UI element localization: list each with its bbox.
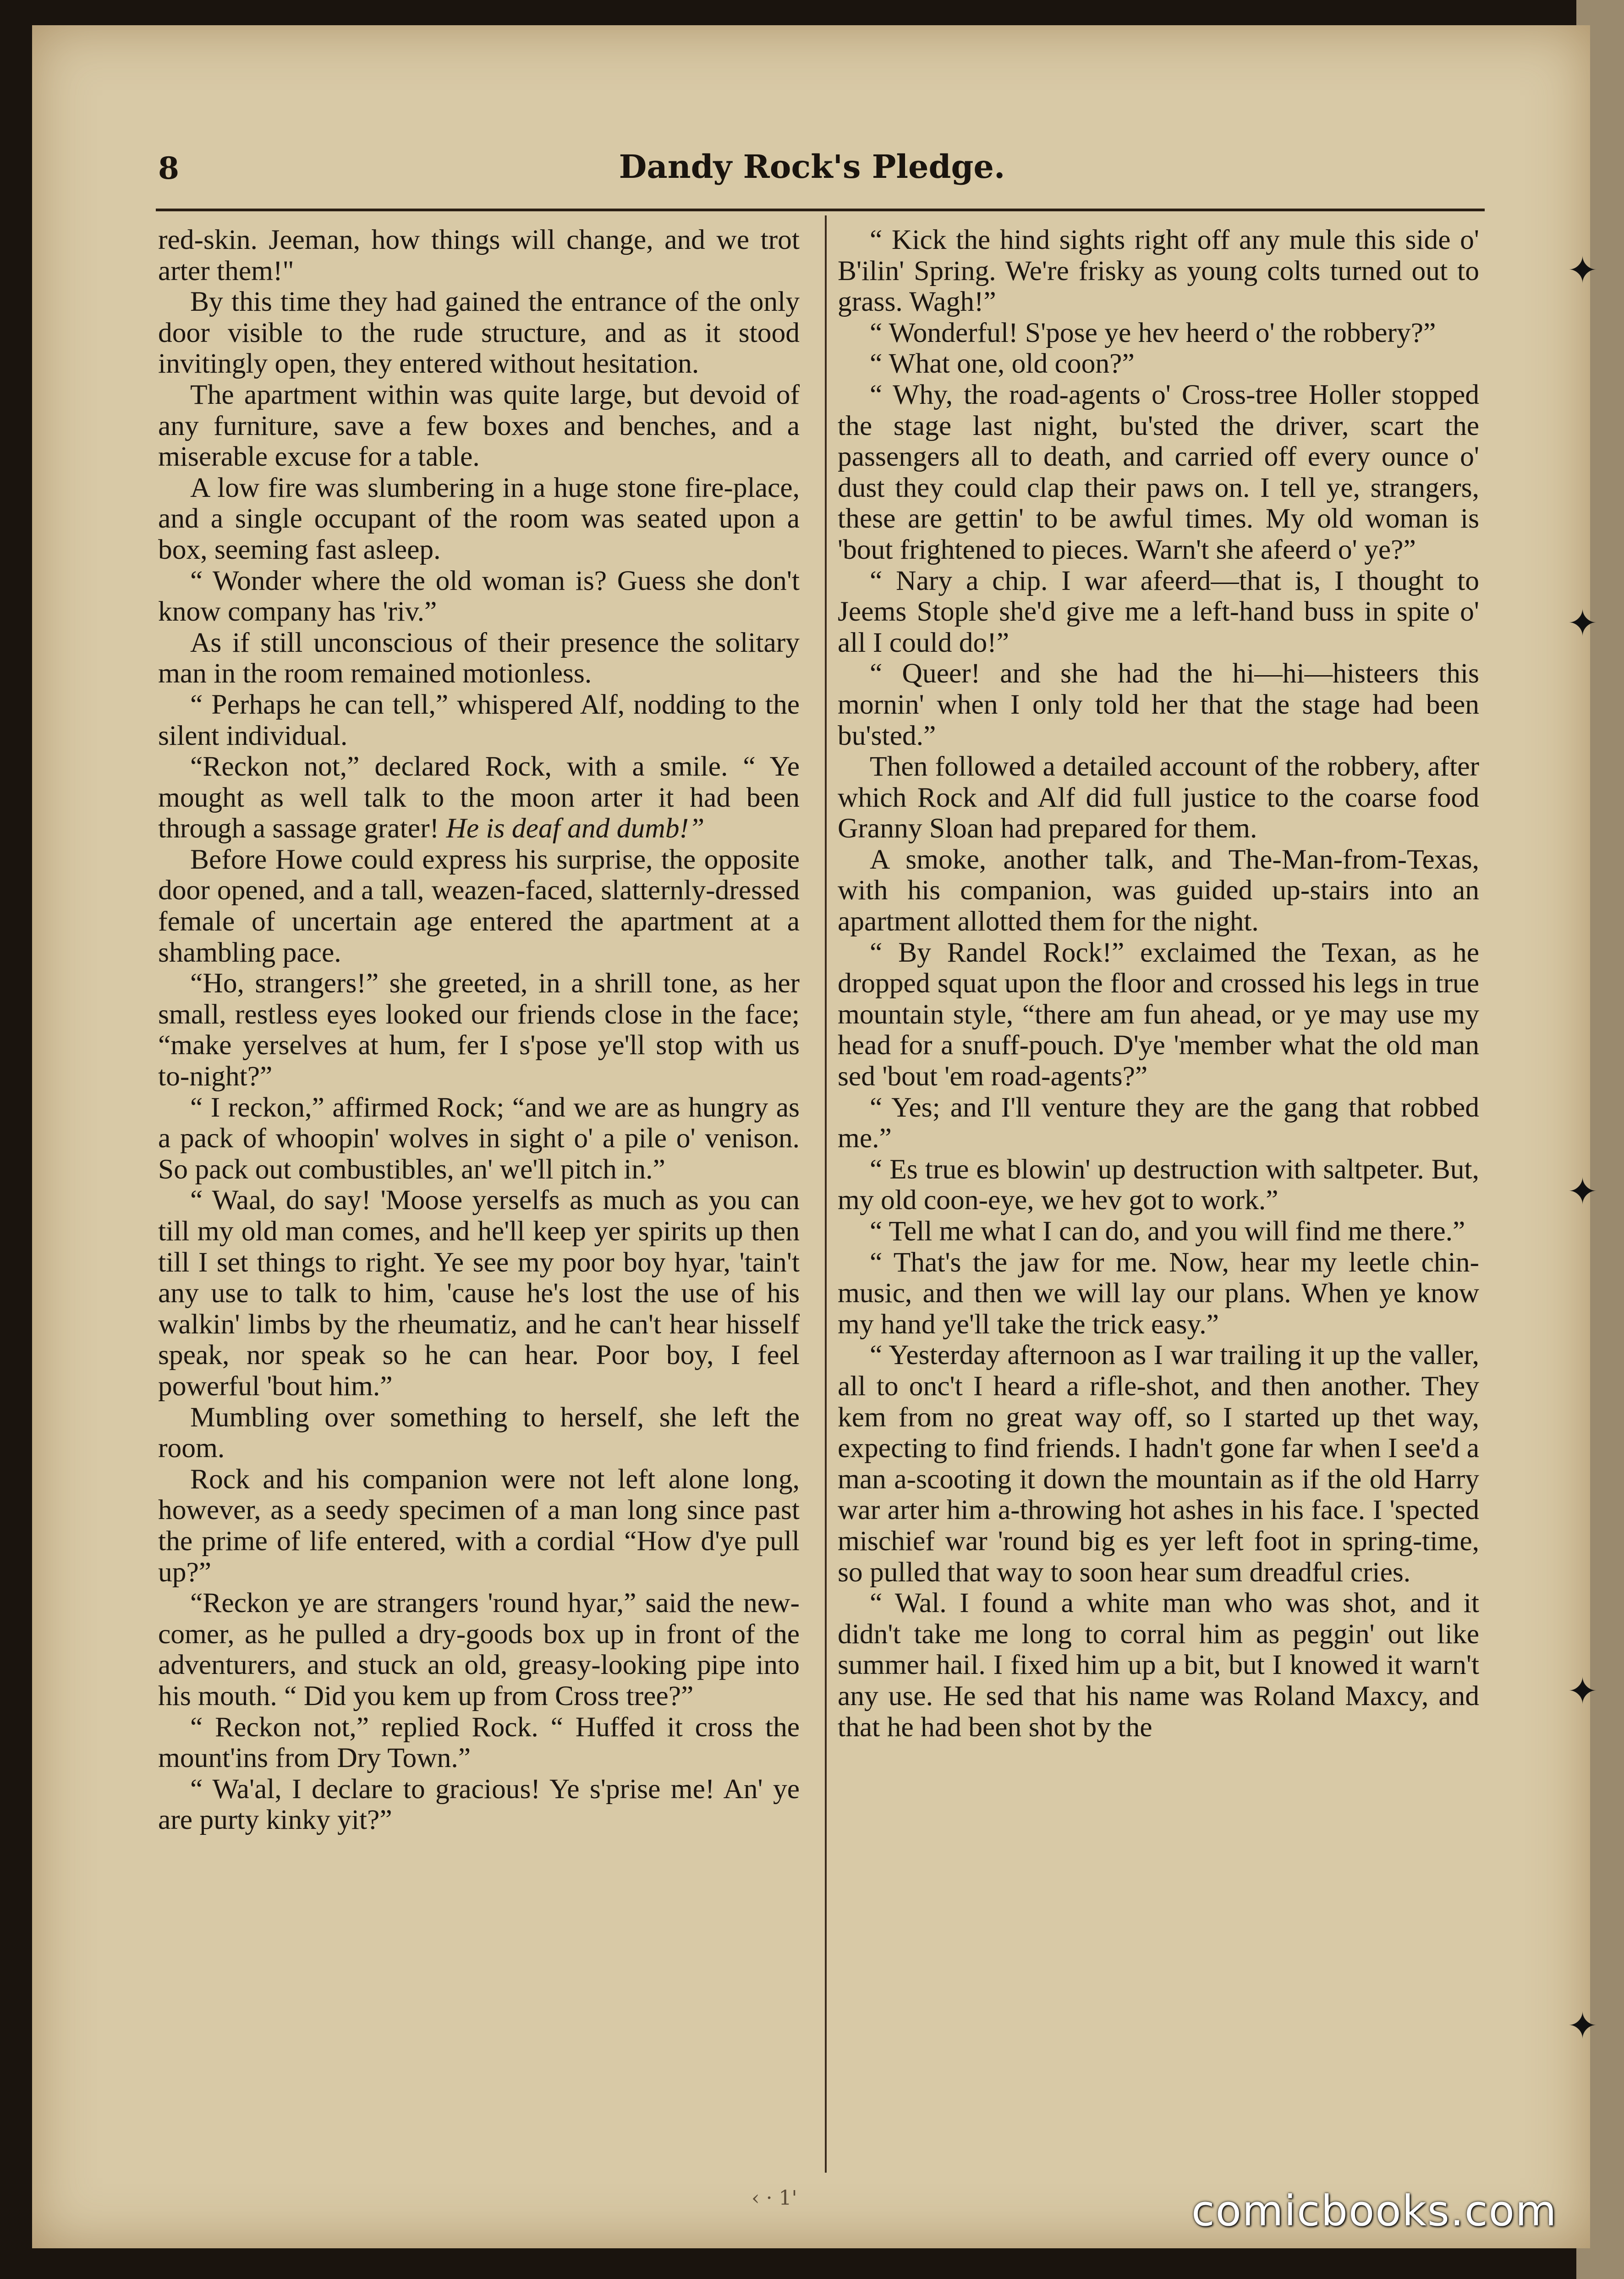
header-rule [156, 209, 1485, 211]
paragraph: “Reckon ye are strangers 'round hyar,” said the new-comer, as he pulled a dry-goods box up in front of the adventurers, and stuck an old, greasy-looking pipe into his mouth. “ Did you kem up from Cross tree?” [158, 1587, 800, 1712]
paragraph: red-skin. Jeeman, how things will change, and we trot arter them!" [158, 224, 800, 286]
column-divider [825, 215, 827, 2173]
paragraph: “ That's the jaw for me. Now, hear my leetle chin-music, and then we will lay our plans. When ye know my hand ye'll take the trick easy.” [838, 1246, 1479, 1340]
paragraph: “Ho, strangers!” she greeted, in a shrill tone, as her small, restless eyes looked our friends close in the face; “make yerselves at hum, fer I s'pose ye'll stop with us to-night?” [158, 968, 800, 1092]
paragraph: A smoke, another talk, and The-Man-from-Texas, with his companion, was guided up-stairs into an apartment allotted them for the night. [838, 843, 1479, 937]
paragraph: “ Yesterday afternoon as I war trailing it up the valler, all to onc't I heard a rifle-shot, and then another. They kem from no great way off, so I started up thet way, expecting to find friends. I hadn't gone far when I see'd a man a-scooting it down the mountain as if the old Harry war arter him a-throwing hot ashes in his face. I 'spected mischief war 'round big es yer left foot in spring-time, so pulled that way to soon hear sum dreadful cries. [838, 1339, 1479, 1588]
binding-hole-5: ✦ [1567, 2004, 1598, 2047]
paragraph: “ I reckon,” affirmed Rock; “and we are as hungry as a pack of whoopin' wolves in sight o' a pile o' venison. So pack out combustibles, an' we'll pitch in.” [158, 1091, 800, 1185]
paragraph: “ Perhaps he can tell,” whispered Alf, nodding to the silent individual. [158, 688, 800, 751]
paragraph: “ Reckon not,” replied Rock. “ Huffed it cross the mount'ins from Dry Town.” [158, 1711, 800, 1774]
site-watermark: comicbooks.com [1191, 2186, 1558, 2235]
binding-hole-2: ✦ [1567, 602, 1598, 644]
paragraph: The apartment within was quite large, but devoid of any furniture, save a few boxes and benches, and a miserable excuse for a table. [158, 379, 800, 473]
paragraph: Before Howe could express his surprise, the opposite door opened, and a tall, weazen-faced, slatternly-dressed female of uncertain age entered the apartment at a shambling pace. [158, 843, 800, 968]
left-text-column [158, 225, 800, 1836]
paragraph: “ Wonderful! S'pose ye hev heerd o' the robbery?” [870, 317, 1436, 348]
paragraph: “ Tell me what I can do, and you will find me there.” [870, 1216, 1465, 1247]
paragraph: Mumbling over something to herself, she left the room. [158, 1401, 800, 1464]
paragraph: “ Es true es blowin' up destruction with saltpeter. But, my old coon-eye, we hev got to work.” [838, 1153, 1479, 1216]
binding-hole-4: ✦ [1567, 1670, 1598, 1712]
running-head-title: Dandy Rock's Pledge. [619, 148, 1005, 186]
paragraph: Then followed a detailed account of the robbery, after which Rock and Alf did full justice to the coarse food Granny Sloan had prepared for them. [838, 751, 1479, 844]
paragraph-text: “Reckon not,” declared Rock, with a smile. “ Ye mought as well talk to the moon arter it had been through a sassage grater! [158, 751, 800, 844]
paragraph: A low fire was slumbering in a huge stone fire-place, and a single occupant of the room was seated upon a box, seeming fast asleep. [158, 472, 800, 565]
paragraph: “ Queer! and she had the hi—hi—histeers this mornin' when I only told her that the stage had been bu'sted.” [838, 658, 1479, 751]
right-text-column [838, 225, 1479, 1743]
paragraph: Rock and his companion were not left alone long, however, as a seedy specimen of a man long since past the prime of life entered, with a cordial “How d'ye pull up?” [158, 1463, 800, 1588]
paragraph: “ Yes; and I'll venture they are the gang that robbed me.” [838, 1091, 1479, 1154]
paragraph: “ Wal. I found a white man who was shot, and it didn't take me long to corral him as peggin' out like summer hail. I fixed him up a bit, but I knowed it warn't any use. He sed that his name was Roland Maxcy, and that he had been shot by the [838, 1587, 1479, 1743]
paragraph-with-italic [158, 751, 800, 844]
paragraph: “ Wa'al, I declare to gracious! Ye s'prise me! An' ye are purty kinky yit?” [158, 1773, 800, 1836]
paragraph: As if still unconscious of their presence the solitary man in the room remained motionless. [158, 627, 800, 689]
paragraph: “ Nary a chip. I war afeerd—that is, I thought to Jeems Stople she'd give me a left-hand buss in spite o' all I could do!” [838, 565, 1479, 658]
paragraph: “ Why, the road-agents o' Cross-tree Holler stopped the stage last night, bu'sted the driver, scart the passengers all to death, and carried off every ounce o' dust they could clap their paws on. I tell ye, strangers, these are gettin' to be awful times. My old woman is 'bout frightened to pieces. Warn't she afeerd o' ye?” [838, 379, 1479, 565]
italic-phrase: He is deaf and dumb!” [446, 813, 705, 844]
binding-hole-3: ✦ [1567, 1170, 1598, 1213]
paragraph: By this time they had gained the entrance of the only door visible to the rude structure, and as it stood invitingly open, they entered without hesitation. [158, 286, 800, 380]
binding-hole-1: ✦ [1567, 249, 1598, 292]
page-number: 8 [158, 150, 179, 186]
paragraph: “ Waal, do say! 'Moose yerselfs as much as you can till my old man comes, and he'll keep yer spirits up then till I set things to right. Ye see my poor boy hyar, 'tain't any use to talk to him, 'cause he's lost the use of his walkin' limbs by the rheumatiz, and he can't hear hisself speak, nor speak so he can hear. Poor boy, I feel powerful 'bout him.” [158, 1184, 800, 1402]
paragraph: “ Wonder where the old woman is? Guess she don't know company has 'riv.” [158, 565, 800, 628]
footer-printer-mark: ‹ · 1' [752, 2186, 797, 2210]
paragraph: “ By Randel Rock!” exclaimed the Texan, as he dropped squat upon the floor and crossed his legs in true mountain style, “there am fun ahead, or ye may use my head for a snuff-pouch. D'ye 'member what the old man sed 'bout 'em road-agents?” [838, 936, 1479, 1092]
paragraph: “ What one, old coon?” [870, 348, 1135, 380]
paragraph: “ Kick the hind sights right off any mule this side o' B'ilin' Spring. We're frisky as young colts turned out to grass. Wagh!” [838, 224, 1479, 318]
